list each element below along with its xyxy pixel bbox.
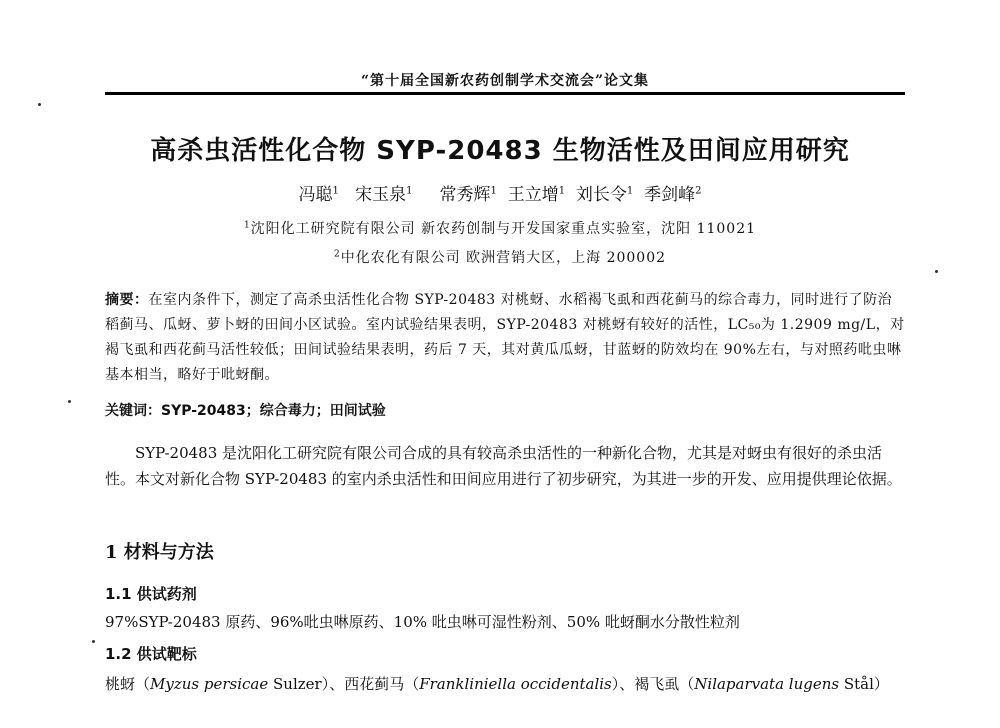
author: 刘长令$^1$ xyxy=(575,185,634,205)
subsection-heading: 1.1 供试药剂 xyxy=(105,585,197,603)
author: 冯聪$^1$ xyxy=(298,185,339,205)
affiliation-1: $^1$沈阳化工研究院有限公司 新农药创制与开发国家重点实验室，沈阳 110021 xyxy=(243,220,757,237)
header-rule xyxy=(105,92,905,95)
author: 常秀辉$^1$ xyxy=(439,185,497,205)
abstract-label: 摘要： xyxy=(105,292,149,308)
scan-speck xyxy=(935,270,938,273)
scan-speck xyxy=(92,640,95,643)
keywords-label: 关键词： xyxy=(105,403,161,419)
abstract-text: 在室内条件下，测定了高杀虫活性化合物 SYP-20483 对桃蚜、水稻褐飞虱和西花蓟马的综合毒力，同时进行了防治稻蓟马、瓜蚜、萝卜蚜的田间小区试验。室内试验结果表明，SYP-20483 对桃蚜有较好的活性，LC₅₀为 1.2909 mg/L，对褐飞虱和西花蓟马活性较低；田间试验结果表明，药后 7 天，其对黄瓜瓜蚜，甘蓝蚜的防效均在 90%左右，与对照药吡虫啉基本相当，略好于吡蚜酮。 xyxy=(105,292,905,383)
scan-speck xyxy=(38,103,41,106)
intro-paragraph: SYP-20483 是沈阳化工研究院有限公司合成的具有较高杀虫活性的一种新化合物，尤其是对蚜虫有很好的杀虫活性。本文对新化合物 SYP-20483 的室内杀虫活性和田间应用进行了初步研究，为其进一步的开发、应用提供理论依据。 xyxy=(105,444,902,488)
author-list xyxy=(60,180,940,205)
running-header: “第十届全国新农药创制学术交流会”论文集 xyxy=(360,73,650,89)
author: 王立增$^1$ xyxy=(507,185,566,205)
section-heading: 1 材料与方法 xyxy=(105,542,214,563)
paper-title: 高杀虫活性化合物 SYP-20483 生物活性及田间应用研究 xyxy=(150,136,850,166)
abstract xyxy=(105,288,905,388)
affiliation-2: $^2$中化农化有限公司 欧洲营销大区，上海 200002 xyxy=(333,249,667,266)
author: 宋玉泉$^1$ xyxy=(355,185,413,205)
reagents-text: 97%SYP-20483 原药、96%吡虫啉原药、10% 吡虫啉可湿性粉剂、50% 吡蚜酮水分散性粒剂 xyxy=(105,613,740,631)
author: 季剑峰$^2$ xyxy=(644,185,702,205)
subsection-heading: 1.2 供试靶标 xyxy=(105,645,197,663)
scan-speck xyxy=(68,400,71,403)
keywords-text: SYP-20483；综合毒力；田间试验 xyxy=(161,403,386,419)
targets-text: 桃蚜（Myzus persicae Sulzer）、西花蓟马（Frankliniella occidentalis）、褐飞虱（Nilaparvata lugens Stål） xyxy=(105,675,889,693)
keywords xyxy=(105,400,905,420)
